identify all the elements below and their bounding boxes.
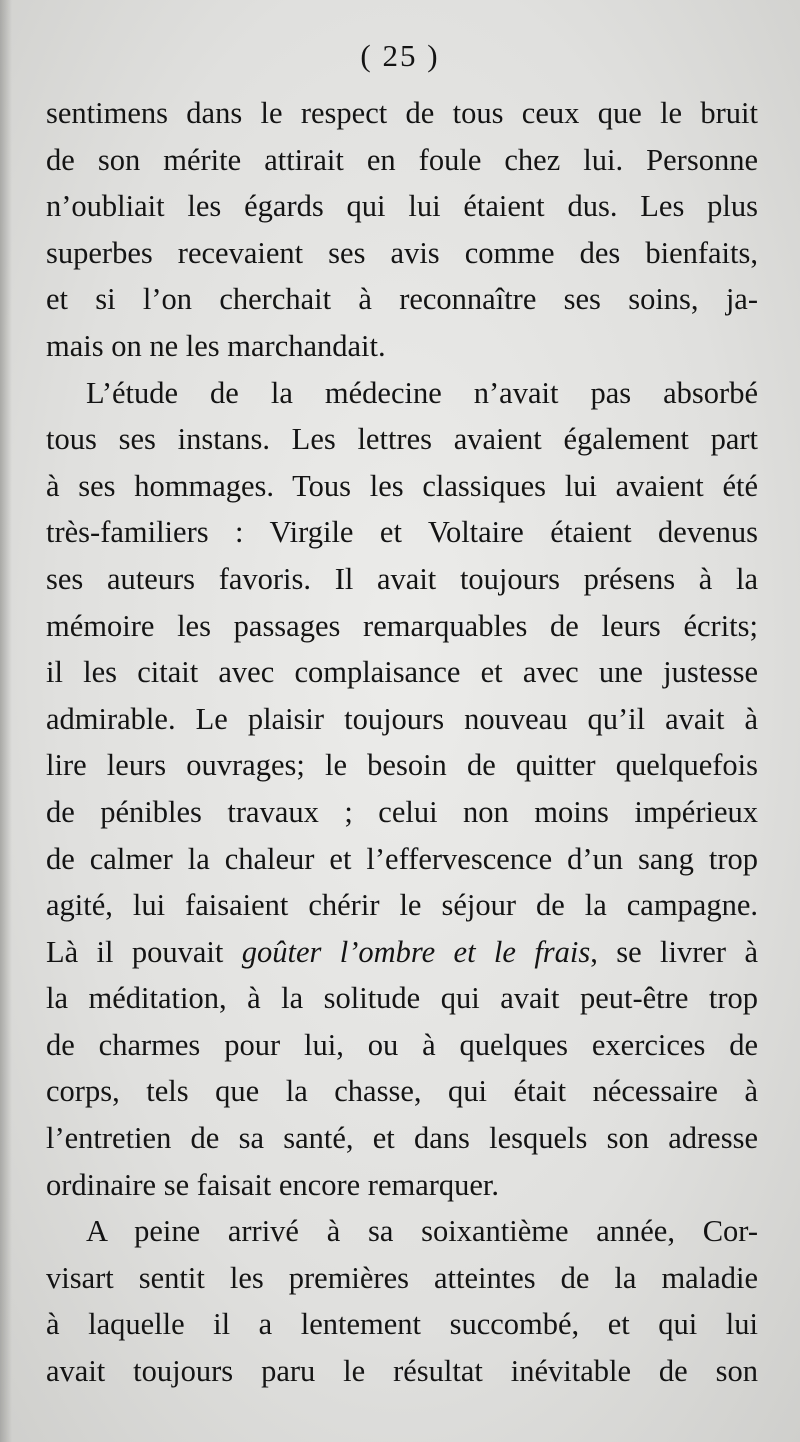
text-line: superbes recevaient ses avis comme des bienfaits, xyxy=(46,235,758,270)
text-line: n’oubliait les égards qui lui étaient dus. Les plus xyxy=(46,189,758,224)
text-line: avait toujours paru le résultat inévitable de son xyxy=(46,1354,758,1389)
text-line: la méditation, à la solitude qui avait peut-être trop xyxy=(46,981,758,1016)
text-line: de son mérite attirait en foule chez lui. Personne xyxy=(46,142,758,177)
paragraph-start-line: L’étude de la médecine n’avait pas absorbé xyxy=(86,375,758,410)
paragraph-end-line: mais on ne les marchandait. xyxy=(46,328,386,363)
text-line: de calmer la chaleur et l’effervescence d’un sang trop xyxy=(46,841,758,876)
body-text xyxy=(46,90,758,1395)
paragraph-start-line: A peine arrivé à sa soixantième année, Cor- xyxy=(86,1214,758,1249)
text-line: l’entretien de sa santé, et dans lesquels son adresse xyxy=(46,1121,758,1156)
page-edge-shadow xyxy=(0,0,12,1442)
line-segment: Là il pouvait xyxy=(46,934,242,969)
italic-quotation: goûter l’ombre et le frais xyxy=(241,934,591,969)
text-line: à ses hommages. Tous les classiques lui avaient été xyxy=(46,468,758,503)
text-line: il les citait avec complaisance et avec une justesse xyxy=(46,655,758,690)
text-line: et si l’on cherchait à reconnaître ses soins, ja- xyxy=(46,282,758,317)
paragraph-end-line: ordinaire se faisait encore remarquer. xyxy=(46,1167,500,1202)
text-line: de pénibles travaux ; celui non moins impérieux xyxy=(46,794,758,829)
text-line: sentimens dans le respect de tous ceux que le bruit xyxy=(46,96,758,130)
text-line: ses auteurs favoris. Il avait toujours présens à la xyxy=(46,561,758,596)
text-line: de charmes pour lui, ou à quelques exercices de xyxy=(46,1027,758,1062)
text-line: admirable. Le plaisir toujours nouveau qu’il avait à xyxy=(46,701,758,736)
text-line-with-italic xyxy=(46,929,758,976)
text-line: corps, tels que la chasse, qui était nécessaire à xyxy=(46,1074,758,1109)
line-segment: , se livrer à xyxy=(590,934,758,969)
text-line: très-familiers : Virgile et Voltaire étaient devenus xyxy=(46,515,758,550)
text-line: visart sentit les premières atteintes de la maladie xyxy=(46,1260,758,1295)
page-number: ( 25 ) xyxy=(360,38,440,73)
text-line: tous ses instans. Les lettres avaient également part xyxy=(46,422,758,457)
text-line: lire leurs ouvrages; le besoin de quitter quelquefois xyxy=(46,748,758,783)
text-line: mémoire les passages remarquables de leurs écrits; xyxy=(46,608,758,643)
text-line: agité, lui faisaient chérir le séjour de la campagne. xyxy=(46,888,758,923)
text-line: à laquelle il a lentement succombé, et qui lui xyxy=(46,1307,758,1342)
